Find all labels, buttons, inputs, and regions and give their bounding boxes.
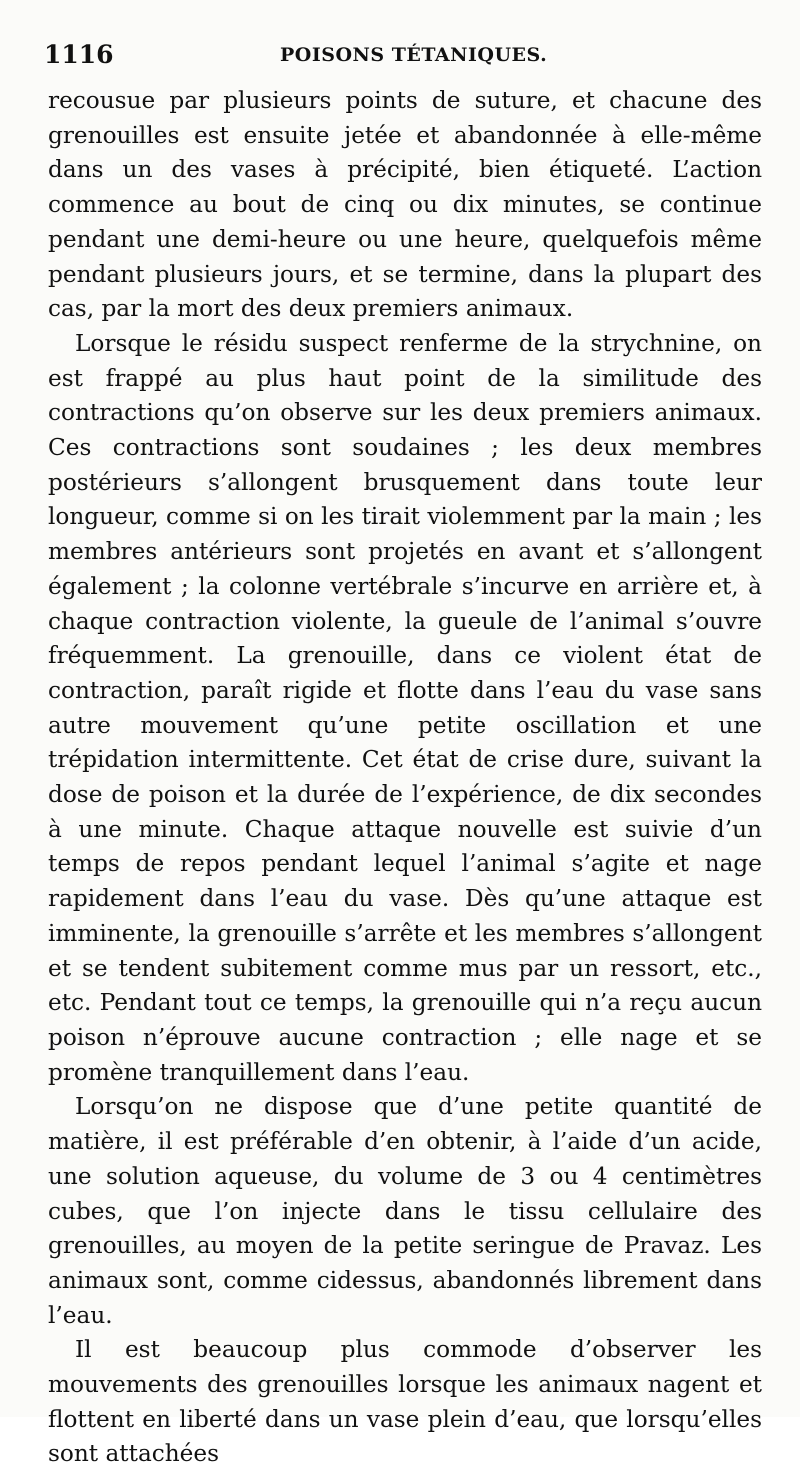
page-header	[44, 40, 764, 80]
running-title: POISONS TÉTANIQUES.	[280, 44, 548, 66]
body-text	[48, 84, 762, 1472]
paragraph-4: Il est beaucoup plus commode d’observer les mouvements des grenouilles lorsque les animaux nagent et flottent en liberté dans un vase plein d’eau, que lorsqu’elles sont attachées	[48, 1336, 762, 1468]
paragraph-1: recousue par plusieurs points de suture, et chacune des grenouilles est ensuite jetée et abandonnée à elle-même dans un des vases à précipité, bien étiqueté. L’action commence au bout de cinq ou dix minutes, se continue pendant une demi-heure ou une heure, quelquefois même pendant plusieurs jours, et se termine, dans la plupart des cas, par la mort des deux premiers animaux.	[48, 87, 762, 323]
page-number: 1116	[44, 40, 114, 69]
paragraph-3: Lorsqu’on ne dispose que d’une petite quantité de matière, il est préférable d’en obtenir, à l’aide d’un acide, une solution aqueuse, du volume de 3 ou 4 centimètres cubes, que l’on injecte dans le tissu cellulaire des grenouilles, au moyen de la petite seringue de Pravaz. Les animaux sont, comme cidessus, abandonnés librement dans l’eau.	[48, 1093, 762, 1329]
paragraph-2: Lorsque le résidu suspect renferme de la strychnine, on est frappé au plus haut point de la similitude des contractions qu’on observe sur les deux premiers animaux. Ces contractions sont soudaines ; les deux membres postérieurs s’allongent brusquement dans toute leur longueur, comme si on les tirait violemment par la main ; les membres antérieurs sont projetés en avant et s’allongent également ; la colonne vertébrale s’incurve en arrière et, à chaque contraction violente, la gueule de l’animal s’ouvre fréquemment. La grenouille, dans ce violent état de contraction, paraît rigide et flotte dans l’eau du vase sans autre mouvement qu’une petite oscillation et une trépidation intermittente. Cet état de crise dure, suivant la dose de poison et la durée de l’expérience, de dix secondes à une minute. Chaque attaque nouvelle est suivie d’un temps de repos pendant lequel l’animal s’agite et nage rapidement dans l’eau du vase. Dès qu’une attaque est imminente, la grenouille s’arrête et les membres s’allongent et se tendent subitement comme mus par un ressort, etc., etc. Pendant tout ce temps, la grenouille qui n’a reçu aucun poison n’éprouve aucune contraction ; elle nage et se promène tranquillement dans l’eau.	[48, 329, 762, 1086]
